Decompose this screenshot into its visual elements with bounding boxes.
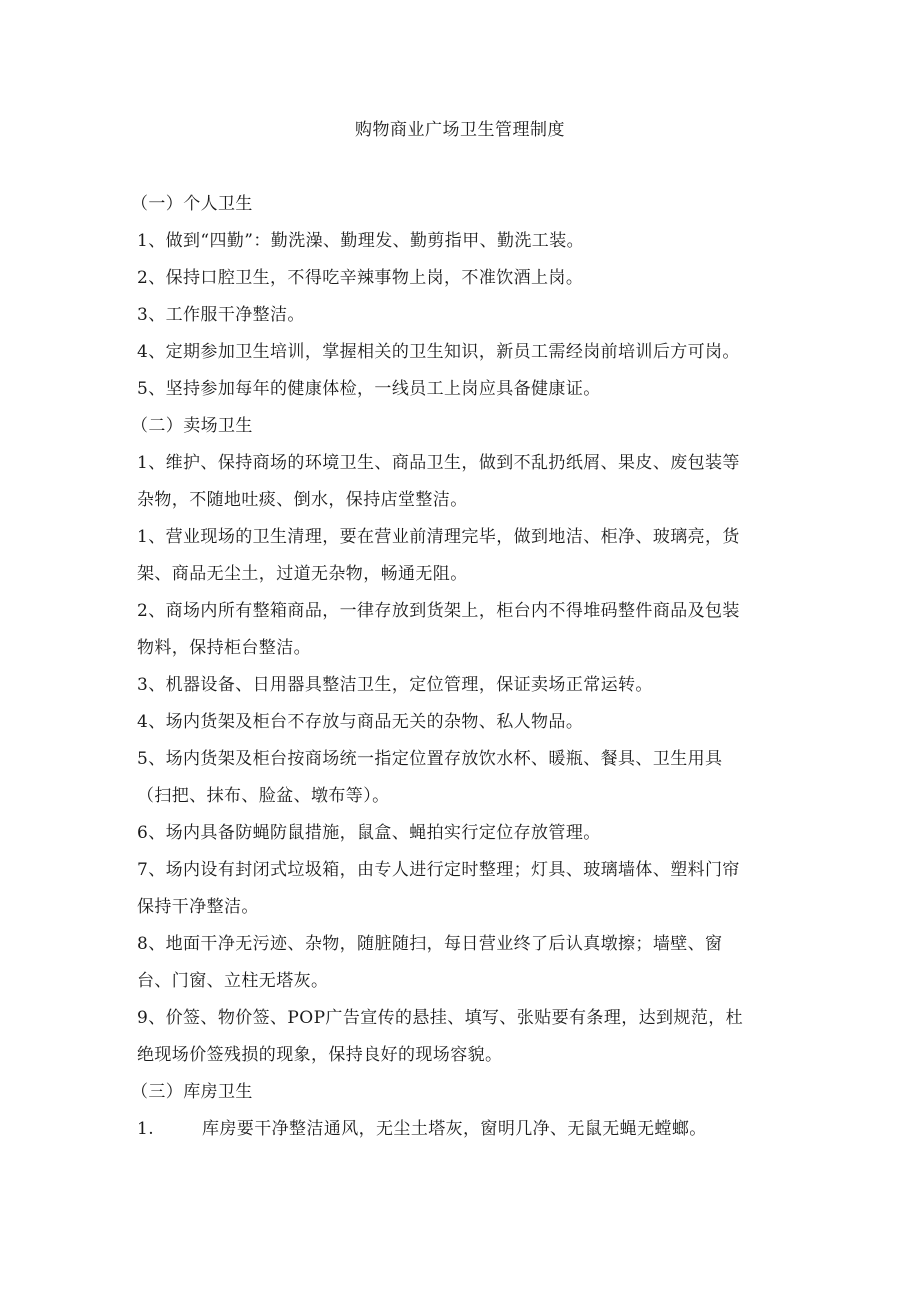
paragraph-line: 5、坚持参加每年的健康体检，一线员工上岗应具备健康证。 [137,379,601,399]
paragraph-line-last-item [137,1111,787,1148]
paragraph-line: 3、工作服干净整洁。 [137,305,305,325]
paragraph-line: 物料，保持柜台整洁。 [137,638,311,658]
section-heading-sales-floor: （二）卖场卫生 [131,416,253,436]
paragraph-line: 架、商品无尘土，过道无杂物，畅通无阻。 [137,564,468,584]
document-body [131,186,787,1148]
paragraph-line: 8、地面干净无污迹、杂物，随脏随扫，每日营业终了后认真墩擦；墙壁、窗 [137,934,723,954]
paragraph-line: 1、做到“四勤”：勤洗澡、勤理发、勤剪指甲、勤洗工装。 [137,231,584,251]
document-title: 购物商业广场卫生管理制度 [355,120,565,140]
item-number: 1. [137,1119,155,1139]
paragraph-line: 2、保持口腔卫生，不得吃辛辣事物上岗，不准饮酒上岗。 [137,268,584,288]
paragraph-line: 3、机器设备、日用器具整洁卫生，定位管理，保证卖场正常运转。 [137,675,653,695]
section-heading-personal: （一）个人卫生 [131,194,253,214]
paragraph-line: 台、门窗、立柱无塔灰。 [137,971,329,991]
paragraph-line: 2、商场内所有整箱商品，一律存放到货架上，柜台内不得堆码整件商品及包装 [137,601,740,621]
item-text: 库房要干净整洁通风，无尘土塔灰，窗明几净、无鼠无蝇无螳螂。 [202,1119,707,1139]
paragraph-line: 4、场内货架及柜台不存放与商品无关的杂物、私人物品。 [137,712,584,732]
paragraph-line: （扫把、抹布、脸盆、墩布等）。 [137,786,390,806]
paragraph-line: 杂物，不随地吐痰、倒水，保持店堂整洁。 [137,490,468,510]
paragraph-line: 7、场内设有封闭式垃圾箱，由专人进行定时整理；灯具、玻璃墙体、塑料门帘 [137,860,740,880]
paragraph-line: 4、定期参加卫生培训，掌握相关的卫生知识，新员工需经岗前培训后方可岗。 [137,342,740,362]
paragraph-line: 1、维护、保持商场的环境卫生、商品卫生，做到不乱扔纸屑、果皮、废包装等 [137,453,740,473]
paragraph-line: 保持干净整洁。 [137,897,259,917]
paragraph-line: 6、场内具备防蝇防鼠措施，鼠盒、蝇拍实行定位存放管理。 [137,823,601,843]
paragraph-line: 5、场内货架及柜台按商场统一指定位置存放饮水杯、暖瓶、餐具、卫生用具 [137,749,723,769]
paragraph-line: 绝现场价签残损的现象，保持良好的现场容貌。 [137,1045,503,1065]
paragraph-line: 1、营业现场的卫生清理，要在营业前清理完毕，做到地洁、柜净、玻璃亮，货 [137,527,740,547]
section-heading-warehouse: （三）库房卫生 [131,1082,253,1102]
paragraph-line: 9、价签、物价签、POP广告宣传的悬挂、填写、张贴要有条理，达到规范，杜 [137,1008,744,1028]
